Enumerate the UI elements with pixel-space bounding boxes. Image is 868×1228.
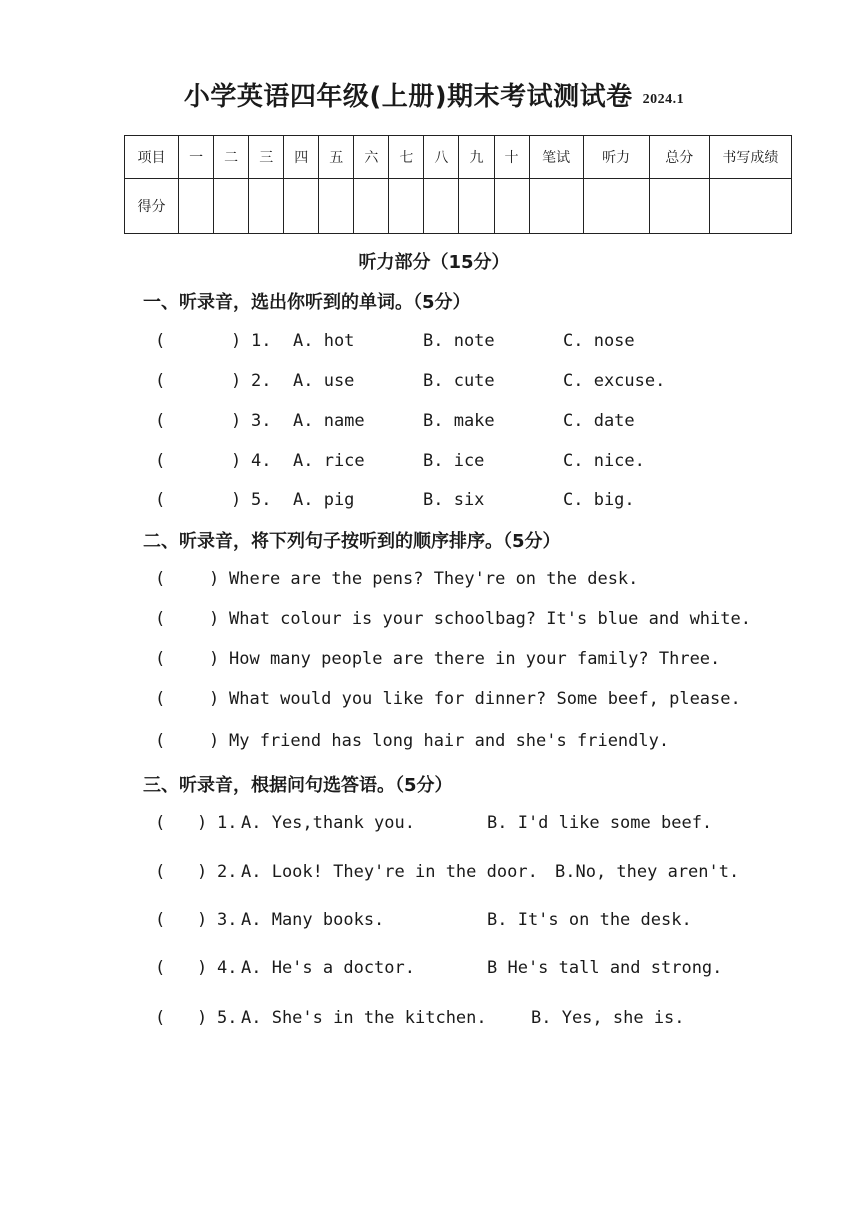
score-header-cell: 六: [354, 136, 389, 179]
option-a: A. He's a doctor.: [241, 958, 415, 978]
answer-paren-open: (: [155, 689, 166, 709]
option-a: A. rice: [293, 451, 365, 471]
sentence-text: Where are the pens? They're on the desk.: [229, 569, 639, 589]
answer-paren-close: ): [231, 411, 242, 431]
item-number: 5.: [251, 490, 272, 510]
answer-paren-close: ): [197, 813, 208, 833]
score-cell: [709, 179, 791, 234]
part2-heading: 二、听录音，将下列句子按听到的顺序排序。（5分）: [143, 531, 561, 552]
score-cell: [389, 179, 424, 234]
score-cell: [354, 179, 389, 234]
answer-paren-open: (: [155, 813, 166, 833]
answer-paren-close: ): [231, 371, 242, 391]
answer-paren-close: ): [209, 569, 220, 589]
option-a: A. Look! They're in the door.: [241, 862, 538, 882]
sentence-text: What would you like for dinner? Some beef, please.: [229, 689, 741, 709]
score-header-cell: 十: [494, 136, 529, 179]
score-header-cell: 项目: [125, 136, 179, 179]
answer-paren-open: (: [155, 411, 166, 431]
listening-section-title: 听力部分（15分）: [358, 252, 510, 273]
score-table-score-row: [125, 179, 792, 234]
answer-paren-open: (: [155, 371, 166, 391]
item-number: 3.: [251, 411, 272, 431]
option-c: C. excuse.: [563, 371, 666, 391]
score-cell: [494, 179, 529, 234]
option-a: A. Many books.: [241, 910, 385, 930]
score-cell: [214, 179, 249, 234]
answer-paren-close: ): [231, 451, 242, 471]
exam-date: 2024.1: [642, 92, 685, 107]
score-header-cell: 听力: [583, 136, 649, 179]
answer-paren-open: (: [155, 1008, 166, 1028]
option-b: B. note: [423, 331, 495, 351]
option-b: B. six: [423, 490, 485, 510]
score-header-cell: 书写成绩: [709, 136, 791, 179]
score-table-header-row: [125, 136, 792, 179]
part1-heading: 一、听录音，选出你听到的单词。（5分）: [143, 292, 471, 313]
score-header-cell: 三: [249, 136, 284, 179]
item-number: 3.: [217, 910, 238, 930]
sentence-text: How many people are there in your family? Three.: [229, 649, 721, 669]
score-cell: [284, 179, 319, 234]
answer-paren-close: ): [209, 609, 220, 629]
sentence-text: My friend has long hair and she's friendly.: [229, 731, 670, 751]
score-header-cell: 四: [284, 136, 319, 179]
answer-paren-open: (: [155, 569, 166, 589]
score-header-cell: 七: [389, 136, 424, 179]
option-a: A. name: [293, 411, 365, 431]
answer-paren-close: ): [197, 1008, 208, 1028]
answer-paren-open: (: [155, 862, 166, 882]
answer-paren-close: ): [209, 649, 220, 669]
option-b: B He's tall and strong.: [487, 958, 723, 978]
answer-paren-open: (: [155, 451, 166, 471]
item-number: 4.: [251, 451, 272, 471]
score-cell: [529, 179, 583, 234]
score-cell: [319, 179, 354, 234]
score-cell: [649, 179, 709, 234]
answer-paren-close: ): [197, 958, 208, 978]
option-b: B. make: [423, 411, 495, 431]
answer-paren-open: (: [155, 331, 166, 351]
option-a: A. pig: [293, 490, 355, 510]
score-cell: [179, 179, 214, 234]
answer-paren-close: ): [197, 862, 208, 882]
answer-paren-close: ): [209, 731, 220, 751]
option-c: C. big.: [563, 490, 635, 510]
option-c: C. nose: [563, 331, 635, 351]
option-a: A. use: [293, 371, 355, 391]
item-number: 1.: [217, 813, 238, 833]
score-header-cell: 笔试: [529, 136, 583, 179]
option-a: A. Yes,thank you.: [241, 813, 415, 833]
answer-paren-close: ): [197, 910, 208, 930]
answer-paren-open: (: [155, 609, 166, 629]
exam-title: [0, 76, 868, 113]
option-b: B. ice: [423, 451, 485, 471]
option-b: B. It's on the desk.: [487, 910, 692, 930]
item-number: 4.: [217, 958, 238, 978]
score-cell: [249, 179, 284, 234]
option-c: C. date: [563, 411, 635, 431]
score-header-cell: 八: [424, 136, 459, 179]
item-number: 5.: [217, 1008, 238, 1028]
exam-title-text: 小学英语四年级(上册)期末考试测试卷: [183, 82, 633, 112]
score-cell: [583, 179, 649, 234]
score-row-label: 得分: [125, 179, 179, 234]
score-cell: [424, 179, 459, 234]
score-header-cell: 二: [214, 136, 249, 179]
score-header-cell: 五: [319, 136, 354, 179]
answer-paren-open: (: [155, 958, 166, 978]
score-cell: [459, 179, 494, 234]
answer-paren-open: (: [155, 910, 166, 930]
option-c: C. nice.: [563, 451, 645, 471]
item-number: 1.: [251, 331, 272, 351]
answer-paren-open: (: [155, 731, 166, 751]
score-header-cell: 九: [459, 136, 494, 179]
answer-paren-close: ): [231, 490, 242, 510]
sentence-text: What colour is your schoolbag? It's blue and white.: [229, 609, 751, 629]
answer-paren-close: ): [209, 689, 220, 709]
option-b: B.No, they aren't.: [555, 862, 740, 882]
option-a: A. hot: [293, 331, 355, 351]
answer-paren-open: (: [155, 490, 166, 510]
option-b: B. cute: [423, 371, 495, 391]
item-number: 2.: [251, 371, 272, 391]
option-b: B. I'd like some beef.: [487, 813, 713, 833]
answer-paren-close: ): [231, 331, 242, 351]
score-header-cell: 总分: [649, 136, 709, 179]
answer-paren-open: (: [155, 649, 166, 669]
option-a: A. She's in the kitchen.: [241, 1008, 487, 1028]
part3-heading: 三、听录音，根据问句选答语。（5分）: [143, 775, 453, 796]
item-number: 2.: [217, 862, 238, 882]
option-b: B. Yes, she is.: [531, 1008, 685, 1028]
score-header-cell: 一: [179, 136, 214, 179]
score-table: [124, 135, 792, 234]
